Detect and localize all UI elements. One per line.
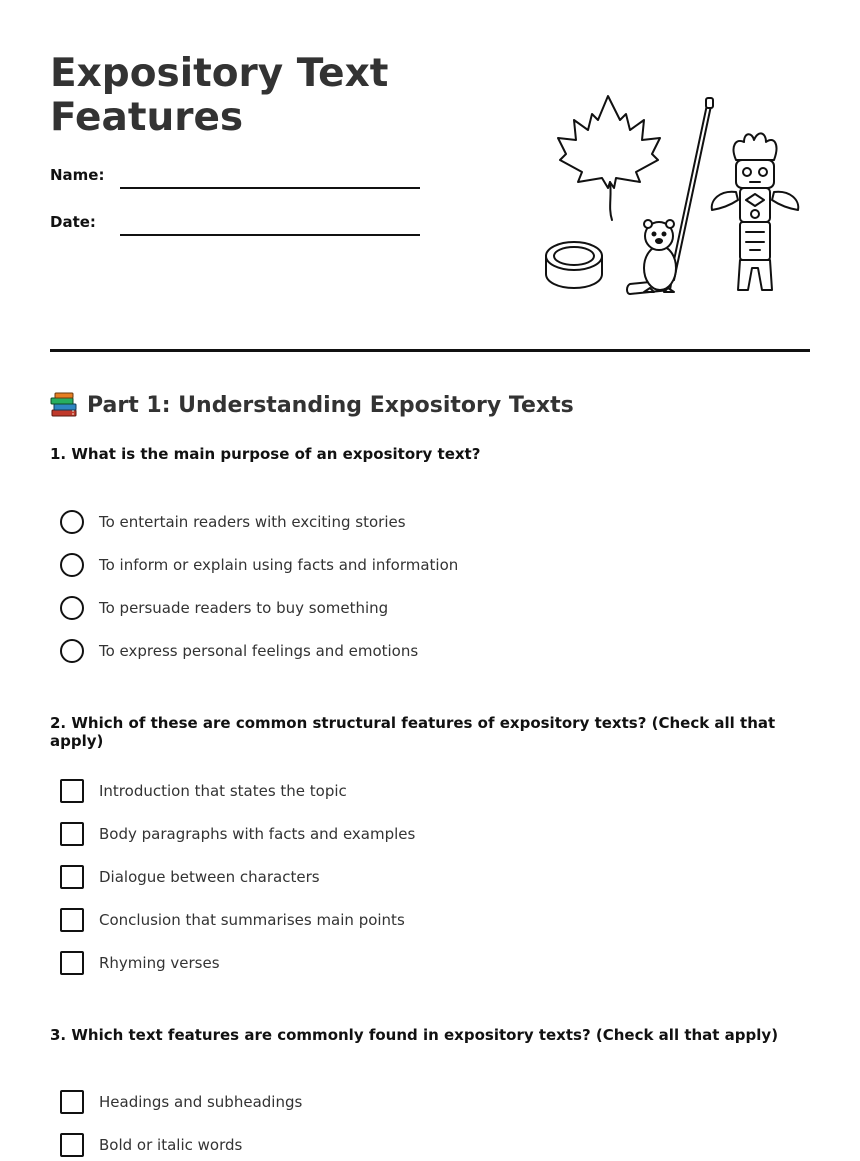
option-label: Rhyming verses [99, 954, 220, 972]
checkbox[interactable] [60, 908, 84, 932]
date-line[interactable] [120, 234, 420, 236]
option-label: To persuade readers to buy something [99, 599, 389, 617]
radio-button[interactable] [60, 639, 84, 663]
maple-leaf-icon [558, 96, 660, 220]
radio-button[interactable] [60, 510, 84, 534]
title-line-2: Features [50, 95, 244, 140]
section-title-part-1 [50, 389, 574, 421]
name-line[interactable] [120, 187, 420, 189]
section-title-text: Part 1: Understanding Expository Texts [87, 392, 574, 418]
q3-option-1[interactable] [60, 1089, 302, 1115]
books-icon [50, 392, 78, 418]
checkbox[interactable] [60, 779, 84, 803]
title-line-1: Expository Text [50, 51, 389, 96]
checkbox[interactable] [60, 1090, 84, 1114]
checkbox[interactable] [60, 822, 84, 846]
q1-option-1[interactable] [60, 509, 406, 535]
checkbox[interactable] [60, 1133, 84, 1157]
page-title [50, 52, 480, 140]
radio-button[interactable] [60, 553, 84, 577]
q2-option-2[interactable] [60, 821, 415, 847]
header-divider [50, 349, 810, 352]
option-label: Introduction that states the topic [99, 782, 347, 800]
hockey-puck-icon [546, 242, 602, 288]
option-label: Bold or italic words [99, 1136, 243, 1154]
date-label: Date: [50, 213, 96, 231]
date-field[interactable] [50, 211, 430, 237]
option-label: To express personal feelings and emotions [99, 642, 419, 660]
beaver-icon [644, 220, 676, 292]
radio-button[interactable] [60, 596, 84, 620]
option-label: Dialogue between characters [99, 868, 320, 886]
option-label: Headings and subheadings [99, 1093, 303, 1111]
q1-option-2[interactable] [60, 552, 458, 578]
question-1: 1. What is the main purpose of an expository text? [50, 445, 481, 463]
q2-option-3[interactable] [60, 864, 320, 890]
totem-pole-icon [712, 133, 799, 290]
canada-illustration [540, 92, 800, 300]
question-3: 3. Which text features are commonly found in expository texts? (Check all that apply) [50, 1026, 779, 1044]
checkbox[interactable] [60, 951, 84, 975]
name-label: Name: [50, 166, 105, 184]
question-2: 2. Which of these are common structural features of expository texts? (Check all that apply) [50, 714, 776, 750]
q1-option-4[interactable] [60, 638, 418, 664]
q3-option-2[interactable] [60, 1132, 242, 1158]
option-label: Body paragraphs with facts and examples [99, 825, 416, 843]
q2-option-4[interactable] [60, 907, 405, 933]
checkbox[interactable] [60, 865, 84, 889]
q2-option-1[interactable] [60, 778, 347, 804]
option-label: To inform or explain using facts and information [99, 556, 459, 574]
option-label: Conclusion that summarises main points [99, 911, 405, 929]
name-field[interactable] [50, 164, 430, 190]
option-label: To entertain readers with exciting stories [99, 513, 406, 531]
q2-option-5[interactable] [60, 950, 220, 976]
q1-option-3[interactable] [60, 595, 388, 621]
